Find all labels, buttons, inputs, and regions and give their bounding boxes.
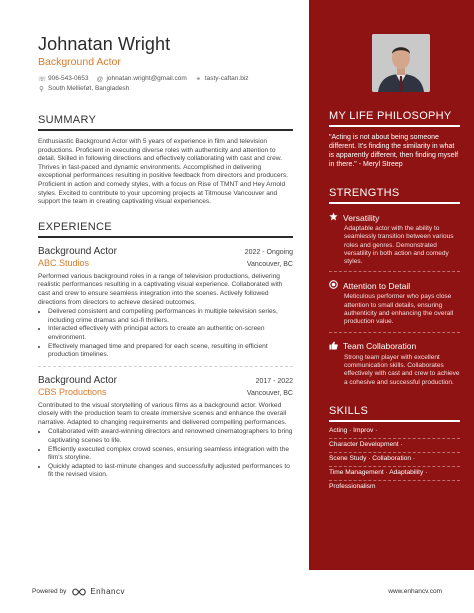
job-location: Vancouver, BC [246, 389, 293, 397]
experience-heading: EXPERIENCE [38, 221, 293, 238]
job-dates: 2017 - 2022 [255, 377, 293, 385]
strength-description: Meticulous performer who pays close attention to small details, ensuring authenticity and enhancing the overall production value. [344, 293, 454, 326]
candidate-role: Background Actor [38, 56, 121, 68]
link-icon: ⚭ [195, 75, 202, 83]
infinity-logo-icon [72, 588, 86, 596]
powered-by-label: Powered by [32, 588, 67, 595]
target-icon [329, 280, 338, 291]
job-bullet: • Quickly adapted to last-minute changes and successfully adjusted performances to fit the revised vision. [48, 463, 293, 480]
job-description: Contributed to the visual storytelling of various films as a background actor. Worked closely with the production team to create immersive scenes and enhance the overall narrative. Adapted to changing requirements and delivered compelling performances. [38, 401, 287, 426]
summary-heading: SUMMARY [38, 114, 293, 131]
footer [0, 570, 474, 613]
job-divider [38, 366, 293, 367]
skill-row: Scene Study · Collaboration · [329, 455, 416, 463]
strength-item [329, 341, 460, 387]
star-icon [329, 212, 338, 223]
candidate-name: Johnatan Wright [38, 34, 171, 54]
footer-url[interactable]: www.enhancv.com [388, 588, 442, 595]
strength-divider [329, 271, 460, 272]
job-company: CBS Productions [38, 386, 107, 397]
job-bullet: • Delivered consistent and compelling performances in multiple television series, including crime dramas and sci-fi thrillers. [48, 308, 293, 325]
website-item[interactable] [195, 74, 249, 84]
strength-divider [329, 332, 460, 333]
strengths-heading: STRENGTHS [329, 187, 460, 204]
skill-row: Time Management · Adaptability · [329, 469, 428, 477]
phone-text: 906-543-0653 [48, 75, 89, 82]
phone-icon: ☏ [38, 75, 47, 83]
job-company: ABC Studios [38, 257, 90, 268]
skill-row: Professionalism [329, 483, 376, 491]
job-bullet: • Effectively managed time and prepared for each scene, resulting in efficient production timelines. [48, 343, 293, 360]
profile-photo [372, 34, 430, 92]
job-title: Background Actor [38, 245, 117, 257]
summary-text: Enthusiastic Background Actor with 5 years of experience in film and television productions. Proficient in executing diverse roles with authenticity and attention to detail. Skilled in following directions and effectively collaborating with cast and crew. Thrives in fast-paced and dynamic environments. Accomplished in delivering exceptional performances resulting in positive feedback from directors and producers. Proficient in action and comedy styles, with a focus on Rise of TMNT and Hey Arnold styles. Excited to contribute to your upcoming projects at Titmouse Vancouver and support the team in creating captivating visual experiences. [38, 138, 288, 206]
email-text: johnatan.wright@gmail.com [106, 75, 187, 82]
skill-row: Character Development · [329, 441, 403, 449]
location-text: South Mellieføt, Bangladesh [48, 85, 130, 92]
skills-heading: SKILLS [329, 405, 460, 422]
strength-name: Team Collaboration [343, 341, 417, 352]
brand-name: Enhancv [90, 587, 125, 596]
philosophy-heading: MY LIFE PHILOSOPHY [329, 110, 460, 127]
job-bullet: • Interacted effectively with principal actors to create an authentic on-screen environment. [48, 325, 293, 342]
sidebar [309, 0, 474, 570]
job-dates: 2022 - Ongoing [244, 248, 293, 256]
contact-info [38, 74, 293, 94]
skills-list [329, 425, 460, 494]
strength-name: Attention to Detail [343, 280, 411, 291]
strength-item [329, 212, 460, 266]
thumbs-up-icon [329, 341, 338, 352]
philosophy-quote: "Acting is not about being someone different. It's finding the similarity in what is apparently different, then finding myself in there." - Meryl Streep [329, 134, 459, 168]
location-item [38, 84, 129, 94]
job-location: Vancouver, BC [246, 260, 293, 268]
email-item[interactable] [96, 74, 186, 84]
job-bullet: • Collaborated with award-winning directors and renowned cinematographers to bring captivating scenes to life. [48, 428, 293, 445]
job-entry [38, 246, 293, 360]
strength-item [329, 280, 460, 326]
job-bullets [38, 428, 293, 480]
skill-row: Acting · Improv · [329, 427, 378, 435]
brand-logo[interactable] [72, 587, 125, 596]
website-text: tasty-caftan.biz [204, 75, 249, 82]
portrait-image [372, 34, 430, 92]
at-icon: @ [96, 75, 104, 83]
job-entry [38, 375, 293, 480]
job-title: Background Actor [38, 374, 117, 386]
job-bullets [38, 308, 293, 360]
phone-item[interactable] [38, 74, 88, 84]
location-pin-icon: ⚲ [39, 85, 44, 93]
job-description: Performed various background roles in a range of television productions, delivering realistic performances resulting in a captivating visual experience. Collaborated with cast and crew to ensure seamless integration into the scenes. Actively followed directions from directors to achieve desired outcomes. [38, 272, 283, 306]
strength-description: Strong team player with excellent communication skills. Collaborates effectively with cast and crew to achieve a cohesive and successful production. [344, 353, 460, 386]
strength-name: Versatility [343, 212, 380, 223]
strength-description: Adaptable actor with the ability to seamlessly transition between various roles and genres. Demonstrated versatility in both action and comedy styles. [344, 225, 454, 266]
job-bullet: • Efficiently executed complex crowd scenes, ensuring seamless integration with the film's storyline. [48, 446, 293, 463]
